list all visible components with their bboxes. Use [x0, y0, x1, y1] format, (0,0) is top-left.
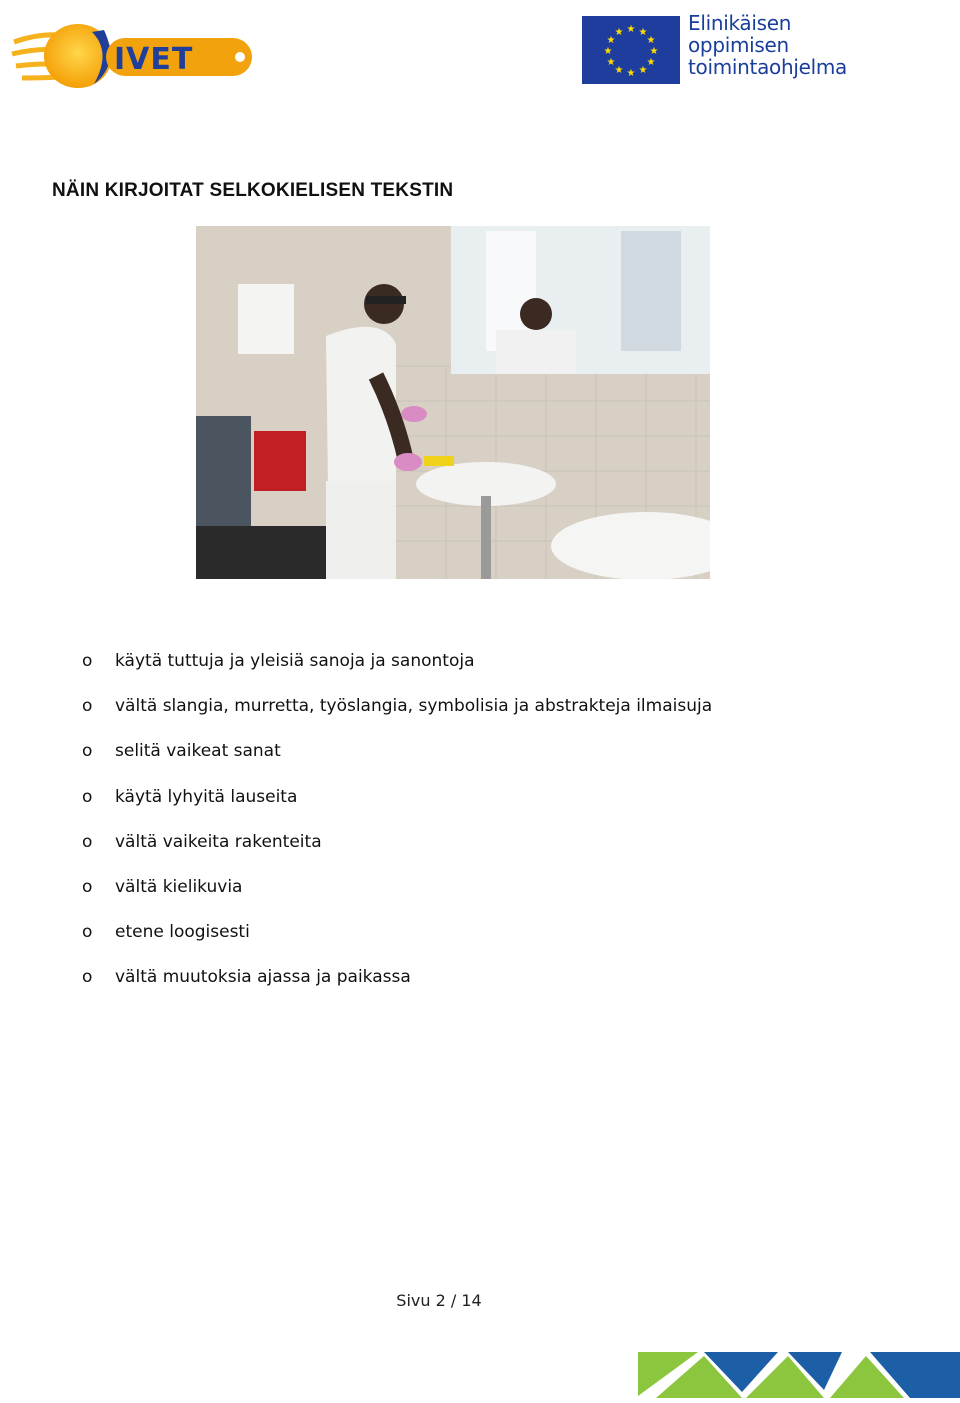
- civet-logo: [8, 12, 256, 94]
- svg-text:★: ★: [614, 27, 624, 38]
- bullet-marker: o: [82, 922, 93, 943]
- eu-line-1: Elinikäisen: [688, 11, 792, 35]
- page-number: Sivu 2 / 14: [396, 1291, 482, 1310]
- list-item-text: käytä tuttuja ja yleisiä sanoja ja sanontoja: [115, 651, 475, 671]
- svg-text:★: ★: [614, 65, 624, 76]
- list-item-text: vältä slangia, murretta, työslangia, symbolisia ja abstrakteja ilmaisuja: [115, 696, 713, 717]
- svg-text:★: ★: [649, 46, 659, 57]
- eu-lifelong-learning-logo: [582, 12, 862, 86]
- bullet-marker: o: [82, 876, 93, 897]
- svg-text:★: ★: [646, 57, 656, 68]
- svg-text:★: ★: [603, 46, 613, 57]
- bullet-marker: o: [82, 651, 93, 671]
- svg-text:★: ★: [606, 35, 616, 46]
- list-item-text: vältä kielikuvia: [115, 876, 243, 897]
- svg-text:★: ★: [646, 35, 656, 46]
- svg-text:★: ★: [638, 65, 648, 76]
- list-item-text: käytä lyhyitä lauseita: [115, 786, 298, 807]
- civet-sun-logo-icon: [8, 12, 256, 94]
- svg-text:★: ★: [626, 24, 636, 35]
- eu-line-2: oppimisen: [688, 33, 789, 57]
- list-item-text: vältä muutoksia ajassa ja paikassa: [115, 967, 411, 988]
- list-item-text: vältä vaikeita rakenteita: [115, 831, 322, 852]
- photo-hospital-sink-cleaning-icon: [196, 226, 710, 579]
- eu-line-3: toimintaohjelma: [688, 55, 848, 79]
- cleaning-photo: [196, 226, 710, 579]
- page-title: NÄIN KIRJOITAT SELKOKIELISEN TEKSTIN: [52, 180, 454, 201]
- bullet-marker: o: [82, 696, 93, 717]
- svg-text:IVET: IVET: [114, 42, 194, 77]
- bullet-marker: o: [82, 741, 93, 762]
- bullet-marker: o: [82, 786, 93, 807]
- svg-text:★: ★: [606, 57, 616, 68]
- footer-logo: [638, 1352, 960, 1398]
- svg-text:★: ★: [638, 27, 648, 38]
- green-blue-triangles-logo-icon: [638, 1352, 960, 1398]
- list-item-text: selitä vaikeat sanat: [115, 741, 281, 762]
- bullet-marker: o: [82, 967, 93, 988]
- eu-programme-name: [688, 12, 847, 78]
- svg-text:★: ★: [626, 68, 636, 79]
- bullet-marker: o: [82, 831, 93, 852]
- list-item-text: etene loogisesti: [115, 922, 250, 943]
- eu-flag-icon: [582, 16, 680, 84]
